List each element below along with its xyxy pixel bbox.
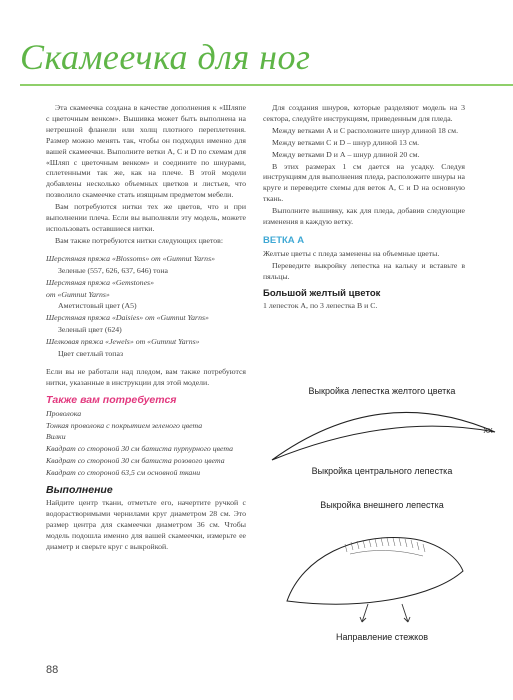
label-stitch-direction: Направление стежков <box>336 632 428 642</box>
execution-heading: Выполнение <box>46 484 113 497</box>
left-column <box>46 103 246 554</box>
cord-cd: Между ветками С и D – шнур длиной 13 см. <box>272 137 420 147</box>
label-yellow-petal: Выкройка лепестка желтого цветка <box>308 386 456 396</box>
yarn-4: Шелковая пряжа «Jewels» от «Gumnut Yarns» <box>46 337 200 347</box>
yarn-3: Шерстяная пряжа «Daisies» от «Gumnut Yarns» <box>46 313 209 323</box>
yarn-3-colors: Зеленый цвет (624) <box>58 325 122 335</box>
stitch-direction-arrows <box>340 600 430 630</box>
big-yellow-petals: 1 лепесток А, по 3 лепестка В и С. <box>263 300 378 310</box>
label-center-petal: Выкройка центрального лепестка <box>311 466 453 476</box>
yellow-petal-pattern <box>270 400 500 470</box>
branch-a-heading: ВЕТКА А <box>263 234 305 246</box>
threads-paragraph: Вам потребуются нитки тех же цветов, что и при выполнении плеча. Если вы выполняли эту модель, можете использовать оставшиеся нитки. <box>46 202 246 233</box>
xx-mark: XX <box>483 428 493 435</box>
yarn-4-colors: Цвет светлый топаз <box>58 349 124 359</box>
colors-paragraph: Вам также потребуются нитки следующих цветов: <box>55 235 224 245</box>
note-paragraph: Если вы не работали над пледом, вам также потребуются нитки, указанные в инструкции для этой модели. <box>46 366 246 387</box>
shrink-paragraph: В этих размерах 1 см дается на усадку. Следуя инструкциям для выполнения пледа, расположите шнуры на круге и переведите схемы для веток А, С и D на основную ткань. <box>263 161 465 204</box>
yarn-1-colors: Зеленые (557, 626, 637, 646) тона <box>58 265 168 275</box>
yarn-2-brand: от «Gumnut Yarns» <box>46 289 110 299</box>
big-yellow-heading: Большой желтый цветок <box>263 287 381 299</box>
yarn-2: Шерстяная пряжа «Gemstones» <box>46 277 154 287</box>
also-item: Квадрат со стороной 63,5 см основной ткани <box>46 468 201 478</box>
cords-paragraph: Для создания шнуров, которые разделяют модель на 3 сектора, следуйте инструкциям, приведенным для пледа. <box>263 103 465 123</box>
execution-paragraph: Найдите центр ткани, отметьте его, начертите ручкой с водорастворимыми чернилами круг диаметром 28 см. Это размер центра для скамеечки диаметром 36 см. Чтобы модель подошла именно для вашей скамеечки, измерьте ее диаметр и сверьте круг с выкройкой. <box>46 498 246 551</box>
also-item: Проволока <box>46 408 82 418</box>
also-item: Вилки <box>46 432 66 442</box>
also-item: Квадрат со стороной 30 см батиста пурпурного цвета <box>46 444 233 454</box>
embroider-paragraph: Выполните вышивку, как для пледа, добавив следующие изменения в каждую ветку. <box>263 206 465 227</box>
label-outer-petal: Выкройка внешнего лепестка <box>320 500 444 510</box>
page-number: 88 <box>46 664 59 676</box>
cord-da: Между ветками D и А – шнур длиной 20 см. <box>272 149 420 159</box>
branch-a-p2: Переведите выкройку лепестка на кальку и вставьте в пяльцы. <box>263 260 465 281</box>
title-rule <box>20 84 513 86</box>
cord-ac: Между ветками А и С расположите шнур длиной 18 см. <box>272 125 459 135</box>
intro-paragraph: Эта скамеечка создана в качестве дополнения к «Шляпе с цветочным венком». Вышивка может быть выполнена на нетрешной фланели или холщ плотного переплетения. Размер можно менять так, чтобы он подходил именно для вашей скамеечки. Выполните ветки А, С и D по схемам для «Шляп с цветочным венком» и соедините по шнурами, сплетенными так же, как на плече. В этой модели добавлены несколько объемных цветков и листьев, что позволило скамеечке стать изящным предметом мебели. <box>46 103 246 200</box>
right-column <box>263 103 465 312</box>
page-title: Скамеечка для ног <box>20 37 311 77</box>
yarn-2-colors: Аметистовый цвет (A5) <box>58 301 137 311</box>
branch-a-p1: Желтые цветы с пледа заменены на объемные цветы. <box>263 248 440 258</box>
also-needed-heading: Также вам потребуется <box>46 393 177 406</box>
yarn-1: Шерстяная пряжа «Blossoms» от «Gumnut Yarns» <box>46 253 215 263</box>
also-item: Тонкая проволока с покрытием зеленого цвета <box>46 420 203 430</box>
also-item: Квадрат со стороной 30 см батиста розового цвета <box>46 456 225 466</box>
